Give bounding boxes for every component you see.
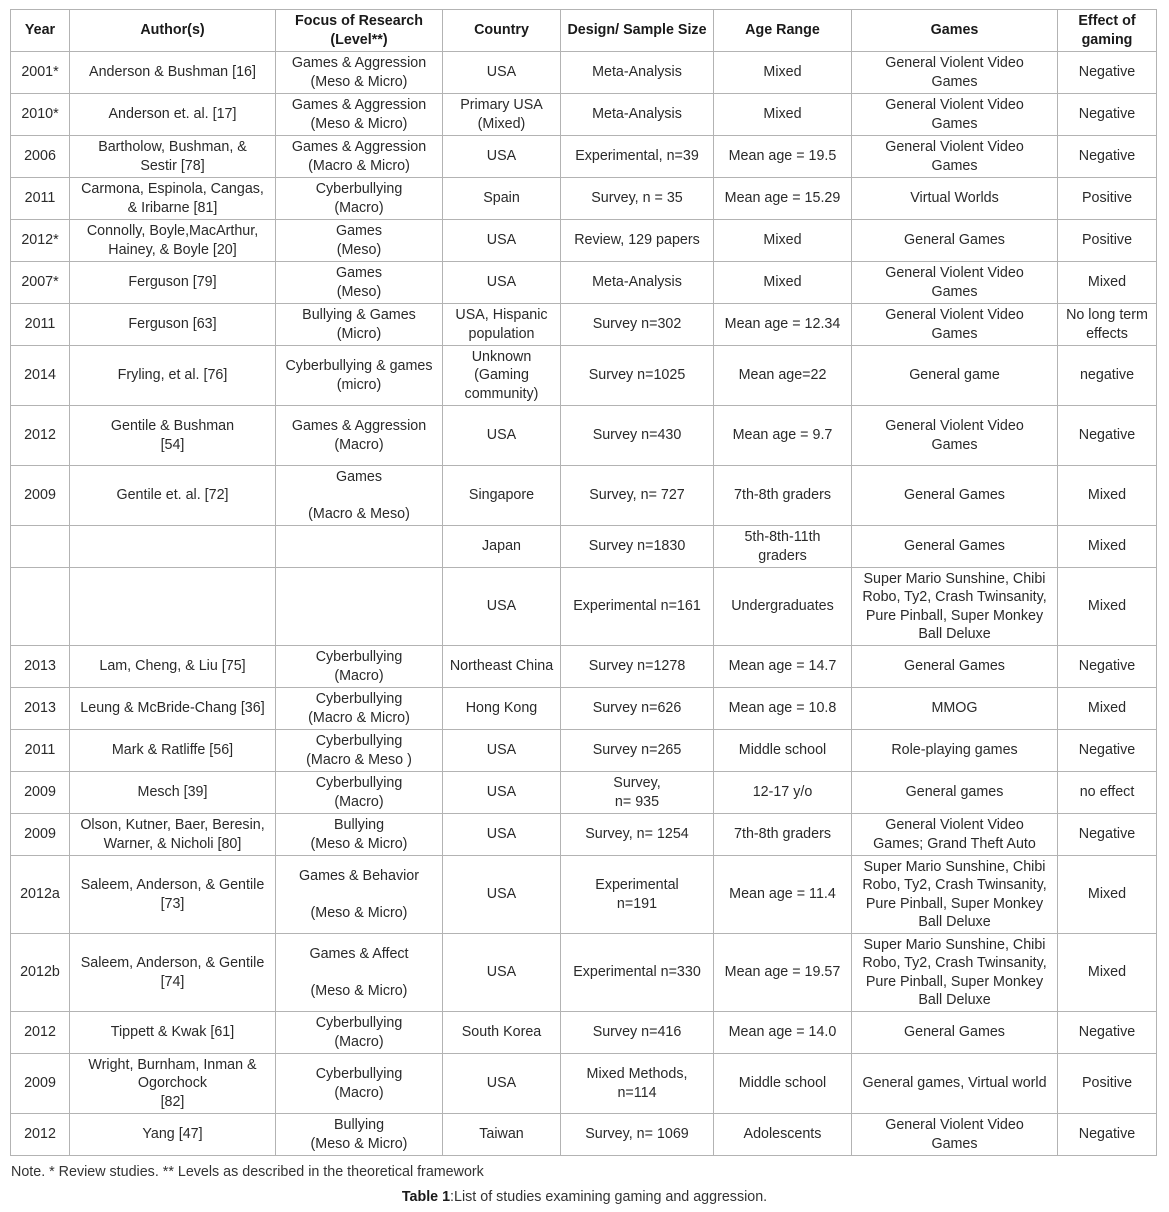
design-cell: Survey n=1830 bbox=[561, 526, 714, 568]
header-row bbox=[11, 10, 1157, 52]
table-body bbox=[11, 52, 1157, 1156]
focus-cell: Games & Aggression (Macro & Micro) bbox=[276, 136, 443, 178]
authors-cell: Mark & Ratliffe [56] bbox=[70, 730, 276, 772]
age-range-cell: Mean age = 14.7 bbox=[714, 646, 852, 688]
age-range-cell: Mixed bbox=[714, 94, 852, 136]
year-cell: 2013 bbox=[11, 688, 70, 730]
country-cell: Taiwan bbox=[443, 1114, 561, 1156]
year-cell: 2011 bbox=[11, 304, 70, 346]
table-row bbox=[11, 262, 1157, 304]
year-cell: 2011 bbox=[11, 178, 70, 220]
focus-cell: Games & Affect (Meso & Micro) bbox=[276, 934, 443, 1012]
authors-cell: Olson, Kutner, Baer, Beresin, Warner, & Nicholi [80] bbox=[70, 814, 276, 856]
age-range-cell: 12-17 y/o bbox=[714, 772, 852, 814]
age-range-cell: Undergraduates bbox=[714, 568, 852, 646]
games-cell: General Violent Video Games bbox=[852, 304, 1058, 346]
authors-cell: Saleem, Anderson, & Gentile [73] bbox=[70, 856, 276, 934]
age-range-cell: Mean age = 11.4 bbox=[714, 856, 852, 934]
table-row bbox=[11, 856, 1157, 934]
country-cell: USA bbox=[443, 406, 561, 466]
authors-cell: Carmona, Espinola, Cangas, & Iribarne [81] bbox=[70, 178, 276, 220]
focus-cell: Cyberbullying (Macro) bbox=[276, 646, 443, 688]
country-cell: USA bbox=[443, 52, 561, 94]
effect-cell: Negative bbox=[1058, 646, 1157, 688]
focus-cell bbox=[276, 568, 443, 646]
country-cell: USA bbox=[443, 136, 561, 178]
year-cell: 2012 bbox=[11, 1012, 70, 1054]
table-row bbox=[11, 526, 1157, 568]
year-cell: 2012* bbox=[11, 220, 70, 262]
effect-cell: Mixed bbox=[1058, 568, 1157, 646]
table-row bbox=[11, 934, 1157, 1012]
country-cell: Northeast China bbox=[443, 646, 561, 688]
focus-cell: Games & Aggression (Macro) bbox=[276, 406, 443, 466]
authors-cell: Lam, Cheng, & Liu [75] bbox=[70, 646, 276, 688]
games-cell: General Games bbox=[852, 646, 1058, 688]
authors-cell: Mesch [39] bbox=[70, 772, 276, 814]
country-cell: USA bbox=[443, 856, 561, 934]
authors-cell: Anderson & Bushman [16] bbox=[70, 52, 276, 94]
country-cell: USA bbox=[443, 934, 561, 1012]
effect-cell: Negative bbox=[1058, 52, 1157, 94]
design-cell: Survey, n= 727 bbox=[561, 466, 714, 526]
table-row bbox=[11, 94, 1157, 136]
focus-cell bbox=[276, 526, 443, 568]
games-cell: Super Mario Sunshine, Chibi Robo, Ty2, Crash Twinsanity, Pure Pinball, Super Monkey Ball Deluxe bbox=[852, 568, 1058, 646]
table-row bbox=[11, 466, 1157, 526]
design-cell: Survey n=302 bbox=[561, 304, 714, 346]
games-cell: General Violent Video Games bbox=[852, 94, 1058, 136]
effect-cell: Mixed bbox=[1058, 466, 1157, 526]
year-cell: 2009 bbox=[11, 466, 70, 526]
year-cell bbox=[11, 526, 70, 568]
authors-cell: Yang [47] bbox=[70, 1114, 276, 1156]
authors-cell: Fryling, et al. [76] bbox=[70, 346, 276, 406]
design-cell: Survey, n= 935 bbox=[561, 772, 714, 814]
games-cell: General Games bbox=[852, 466, 1058, 526]
effect-cell: Mixed bbox=[1058, 526, 1157, 568]
focus-cell: Cyberbullying & games (micro) bbox=[276, 346, 443, 406]
focus-cell: Cyberbullying (Macro) bbox=[276, 178, 443, 220]
studies-table bbox=[10, 9, 1157, 1156]
effect-cell: no effect bbox=[1058, 772, 1157, 814]
caption-text: :List of studies examining gaming and aggression. bbox=[450, 1189, 768, 1205]
authors-cell: Ferguson [79] bbox=[70, 262, 276, 304]
table-note: Note. * Review studies. ** Levels as described in the theoretical framework bbox=[11, 1164, 484, 1180]
design-cell: Experimental n=330 bbox=[561, 934, 714, 1012]
year-cell: 2012 bbox=[11, 406, 70, 466]
table-row bbox=[11, 568, 1157, 646]
age-range-cell: Middle school bbox=[714, 1054, 852, 1114]
table-row bbox=[11, 220, 1157, 262]
country-cell: Hong Kong bbox=[443, 688, 561, 730]
focus-cell: Games & Behavior (Meso & Micro) bbox=[276, 856, 443, 934]
country-cell: USA bbox=[443, 814, 561, 856]
age-range-cell: Mean age=22 bbox=[714, 346, 852, 406]
games-cell: General Games bbox=[852, 220, 1058, 262]
age-range-cell: Mean age = 15.29 bbox=[714, 178, 852, 220]
authors-cell: Tippett & Kwak [61] bbox=[70, 1012, 276, 1054]
design-cell: Experimental n=161 bbox=[561, 568, 714, 646]
focus-cell: Games (Meso) bbox=[276, 220, 443, 262]
country-cell: Unknown (Gaming community) bbox=[443, 346, 561, 406]
effect-cell: Negative bbox=[1058, 814, 1157, 856]
country-cell: USA bbox=[443, 1054, 561, 1114]
age-range-cell: Mean age = 10.8 bbox=[714, 688, 852, 730]
authors-cell bbox=[70, 568, 276, 646]
focus-cell: Cyberbullying (Macro) bbox=[276, 1054, 443, 1114]
authors-cell: Saleem, Anderson, & Gentile [74] bbox=[70, 934, 276, 1012]
games-cell: General Games bbox=[852, 1012, 1058, 1054]
effect-cell: Negative bbox=[1058, 406, 1157, 466]
table-row bbox=[11, 772, 1157, 814]
age-range-cell: Mean age = 14.0 bbox=[714, 1012, 852, 1054]
column-header-year: Year bbox=[11, 10, 70, 52]
authors-cell: Ferguson [63] bbox=[70, 304, 276, 346]
games-cell: Super Mario Sunshine, Chibi Robo, Ty2, Crash Twinsanity, Pure Pinball, Super Monkey Ball Deluxe bbox=[852, 856, 1058, 934]
year-cell: 2006 bbox=[11, 136, 70, 178]
games-cell: General games, Virtual world bbox=[852, 1054, 1058, 1114]
games-cell: Super Mario Sunshine, Chibi Robo, Ty2, Crash Twinsanity, Pure Pinball, Super Monkey Ball Deluxe bbox=[852, 934, 1058, 1012]
games-cell: General game bbox=[852, 346, 1058, 406]
design-cell: Survey n=265 bbox=[561, 730, 714, 772]
focus-cell: Games (Macro & Meso) bbox=[276, 466, 443, 526]
column-header-games: Games bbox=[852, 10, 1058, 52]
games-cell: MMOG bbox=[852, 688, 1058, 730]
authors-cell: Anderson et. al. [17] bbox=[70, 94, 276, 136]
authors-cell: Leung & McBride-Chang [36] bbox=[70, 688, 276, 730]
year-cell: 2009 bbox=[11, 772, 70, 814]
focus-cell: Games (Meso) bbox=[276, 262, 443, 304]
authors-cell: Bartholow, Bushman, & Sestir [78] bbox=[70, 136, 276, 178]
games-cell: General Violent Video Games bbox=[852, 262, 1058, 304]
focus-cell: Cyberbullying (Macro) bbox=[276, 772, 443, 814]
column-header-focus: Focus of Research (Level**) bbox=[276, 10, 443, 52]
design-cell: Survey n=416 bbox=[561, 1012, 714, 1054]
design-cell: Survey, n= 1069 bbox=[561, 1114, 714, 1156]
authors-cell: Gentile & Bushman [54] bbox=[70, 406, 276, 466]
effect-cell: Negative bbox=[1058, 94, 1157, 136]
country-cell: USA bbox=[443, 262, 561, 304]
country-cell: USA bbox=[443, 772, 561, 814]
focus-cell: Bullying & Games (Micro) bbox=[276, 304, 443, 346]
design-cell: Survey n=1025 bbox=[561, 346, 714, 406]
year-cell: 2013 bbox=[11, 646, 70, 688]
year-cell: 2011 bbox=[11, 730, 70, 772]
effect-cell: Negative bbox=[1058, 136, 1157, 178]
games-cell: Virtual Worlds bbox=[852, 178, 1058, 220]
table-row bbox=[11, 814, 1157, 856]
focus-cell: Bullying (Meso & Micro) bbox=[276, 1114, 443, 1156]
design-cell: Survey, n= 1254 bbox=[561, 814, 714, 856]
age-range-cell: Mean age = 9.7 bbox=[714, 406, 852, 466]
country-cell: Singapore bbox=[443, 466, 561, 526]
design-cell: Survey n=430 bbox=[561, 406, 714, 466]
table-row bbox=[11, 346, 1157, 406]
focus-cell: Games & Aggression (Meso & Micro) bbox=[276, 52, 443, 94]
table-row bbox=[11, 1114, 1157, 1156]
table-caption bbox=[0, 1189, 1169, 1205]
design-cell: Meta-Analysis bbox=[561, 262, 714, 304]
country-cell: USA bbox=[443, 568, 561, 646]
focus-cell: Cyberbullying (Macro & Micro) bbox=[276, 688, 443, 730]
effect-cell: Negative bbox=[1058, 1012, 1157, 1054]
authors-cell: Gentile et. al. [72] bbox=[70, 466, 276, 526]
focus-cell: Bullying (Meso & Micro) bbox=[276, 814, 443, 856]
table-row bbox=[11, 304, 1157, 346]
effect-cell: negative bbox=[1058, 346, 1157, 406]
design-cell: Meta-Analysis bbox=[561, 52, 714, 94]
games-cell: General Violent Video Games bbox=[852, 136, 1058, 178]
country-cell: Spain bbox=[443, 178, 561, 220]
design-cell: Survey n=626 bbox=[561, 688, 714, 730]
age-range-cell: Mixed bbox=[714, 262, 852, 304]
authors-cell: Connolly, Boyle,MacArthur, Hainey, & Boyle [20] bbox=[70, 220, 276, 262]
year-cell: 2012b bbox=[11, 934, 70, 1012]
effect-cell: Negative bbox=[1058, 730, 1157, 772]
design-cell: Survey, n = 35 bbox=[561, 178, 714, 220]
year-cell: 2001* bbox=[11, 52, 70, 94]
age-range-cell: Middle school bbox=[714, 730, 852, 772]
age-range-cell: Mean age = 19.5 bbox=[714, 136, 852, 178]
age-range-cell: Mixed bbox=[714, 52, 852, 94]
year-cell bbox=[11, 568, 70, 646]
age-range-cell: Adolescents bbox=[714, 1114, 852, 1156]
column-header-authors: Author(s) bbox=[70, 10, 276, 52]
year-cell: 2014 bbox=[11, 346, 70, 406]
age-range-cell: 7th-8th graders bbox=[714, 814, 852, 856]
effect-cell: Negative bbox=[1058, 1114, 1157, 1156]
effect-cell: Positive bbox=[1058, 178, 1157, 220]
effect-cell: Mixed bbox=[1058, 688, 1157, 730]
games-cell: General Violent Video Games; Grand Theft Auto bbox=[852, 814, 1058, 856]
effect-cell: Mixed bbox=[1058, 856, 1157, 934]
age-range-cell: Mixed bbox=[714, 220, 852, 262]
country-cell: USA, Hispanic population bbox=[443, 304, 561, 346]
age-range-cell: Mean age = 19.57 bbox=[714, 934, 852, 1012]
year-cell: 2009 bbox=[11, 1054, 70, 1114]
table-row bbox=[11, 1054, 1157, 1114]
country-cell: South Korea bbox=[443, 1012, 561, 1054]
focus-cell: Games & Aggression (Meso & Micro) bbox=[276, 94, 443, 136]
effect-cell: No long term effects bbox=[1058, 304, 1157, 346]
design-cell: Mixed Methods, n=114 bbox=[561, 1054, 714, 1114]
effect-cell: Positive bbox=[1058, 1054, 1157, 1114]
focus-cell: Cyberbullying (Macro & Meso ) bbox=[276, 730, 443, 772]
design-cell: Experimental, n=39 bbox=[561, 136, 714, 178]
authors-cell bbox=[70, 526, 276, 568]
country-cell: USA bbox=[443, 220, 561, 262]
column-header-effect: Effect of gaming bbox=[1058, 10, 1157, 52]
games-cell: General games bbox=[852, 772, 1058, 814]
table-row bbox=[11, 688, 1157, 730]
year-cell: 2012 bbox=[11, 1114, 70, 1156]
year-cell: 2012a bbox=[11, 856, 70, 934]
games-cell: Role-playing games bbox=[852, 730, 1058, 772]
effect-cell: Positive bbox=[1058, 220, 1157, 262]
table-row bbox=[11, 1012, 1157, 1054]
authors-cell: Wright, Burnham, Inman & Ogorchock [82] bbox=[70, 1054, 276, 1114]
caption-label: Table 1 bbox=[401, 1189, 451, 1205]
year-cell: 2007* bbox=[11, 262, 70, 304]
table-row bbox=[11, 730, 1157, 772]
table-row bbox=[11, 52, 1157, 94]
country-cell: USA bbox=[443, 730, 561, 772]
design-cell: Experimental n=191 bbox=[561, 856, 714, 934]
table-header bbox=[11, 10, 1157, 52]
effect-cell: Mixed bbox=[1058, 934, 1157, 1012]
year-cell: 2010* bbox=[11, 94, 70, 136]
country-cell: Primary USA (Mixed) bbox=[443, 94, 561, 136]
age-range-cell: 5th-8th-11th graders bbox=[714, 526, 852, 568]
column-header-country: Country bbox=[443, 10, 561, 52]
age-range-cell: 7th-8th graders bbox=[714, 466, 852, 526]
design-cell: Review, 129 papers bbox=[561, 220, 714, 262]
focus-cell: Cyberbullying (Macro) bbox=[276, 1012, 443, 1054]
age-range-cell: Mean age = 12.34 bbox=[714, 304, 852, 346]
column-header-age-range: Age Range bbox=[714, 10, 852, 52]
effect-cell: Mixed bbox=[1058, 262, 1157, 304]
country-cell: Japan bbox=[443, 526, 561, 568]
table-row bbox=[11, 178, 1157, 220]
design-cell: Meta-Analysis bbox=[561, 94, 714, 136]
table-row bbox=[11, 136, 1157, 178]
games-cell: General Games bbox=[852, 526, 1058, 568]
design-cell: Survey n=1278 bbox=[561, 646, 714, 688]
games-cell: General Violent Video Games bbox=[852, 52, 1058, 94]
games-cell: General Violent Video Games bbox=[852, 1114, 1058, 1156]
year-cell: 2009 bbox=[11, 814, 70, 856]
table-row bbox=[11, 646, 1157, 688]
column-header-design: Design/ Sample Size bbox=[561, 10, 714, 52]
table-row bbox=[11, 406, 1157, 466]
games-cell: General Violent Video Games bbox=[852, 406, 1058, 466]
